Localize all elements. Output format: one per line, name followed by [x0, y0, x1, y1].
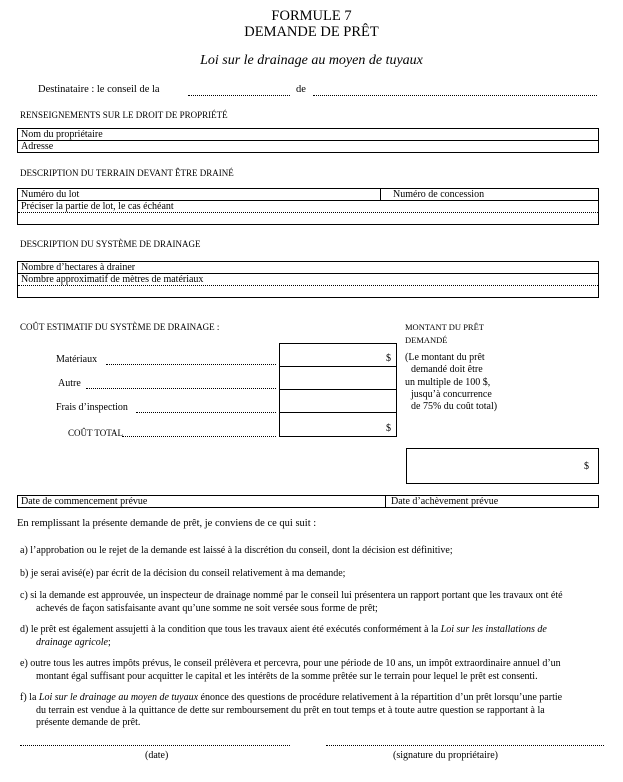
loan-amount-field[interactable]: [406, 448, 599, 484]
loan-header: [405, 321, 484, 347]
loan-note-line: de 75% du coût total): [411, 401, 498, 413]
divider: [385, 496, 386, 507]
date-line[interactable]: [20, 745, 290, 746]
address-field[interactable]: [18, 141, 598, 152]
start-date-field[interactable]: [18, 496, 385, 507]
clause-b: [20, 568, 590, 581]
concession-field[interactable]: [390, 189, 598, 200]
clause-e-line1: e) outre tous les autres impôts prévus, le conseil prélèvera et percevra, pour une période de 10 ans, un impôt extraordinaire annuel d’un: [20, 658, 561, 669]
clause-f-text: énonce des questions de procédure relativement à la répartition d’un prêt lorsqu’une partie: [198, 692, 563, 703]
dates-box: [17, 495, 599, 508]
property-box: [17, 128, 599, 153]
owner-label: Nom du propriétaire: [21, 129, 103, 140]
loan-header-line2: DEMANDÉ: [405, 335, 448, 345]
signature-caption: (signature du propriétaire): [393, 750, 498, 761]
destinataire-label: Destinataire : le conseil de la: [38, 84, 160, 95]
loan-header-line1: MONTANT DU PRÊT: [405, 322, 484, 332]
inspection-amount-field[interactable]: [279, 389, 397, 413]
clause-f-line2: du terrain est vendue à la quittance de dette sur remboursement du prêt en tout temps et à toute autre question se rapportant à la: [36, 704, 545, 716]
clause-f-line3: présente demande de prêt.: [36, 717, 141, 728]
loan-note-line: un multiple de 100 $,: [405, 376, 491, 388]
form-title: DEMANDE DE PRÊT: [244, 24, 379, 40]
clause-b-text: b) je serai avisé(e) par écrit de la décision du conseil relativement à ma demande;: [20, 568, 346, 579]
clause-d-text: d) le prêt est également assujetti à la condition que tous les travaux aient été exécutés conformément à la: [20, 624, 441, 635]
clause-f-text: f) la: [20, 692, 39, 703]
loan-dollar: $: [584, 461, 589, 472]
cost-dotted-leader: [106, 364, 276, 365]
de-label: de: [296, 84, 306, 95]
agreement-intro: En remplissant la présente demande de prêt, je conviens de ce qui suit :: [17, 518, 317, 529]
address-label: Adresse: [21, 141, 54, 152]
hectares-label: Nombre d’hectares à drainer: [21, 262, 136, 273]
lot-label: Numéro du lot: [21, 189, 80, 200]
clause-d-text: ;: [107, 636, 111, 648]
cost-dotted-leader: [122, 436, 276, 437]
clause-c-line2: achevés de façon satisfaisante avant qu’une somme ne soit versée sous forme de prêt;: [36, 602, 378, 614]
section-land: DESCRIPTION DU TERRAIN DEVANT ÊTRE DRAINÉ: [20, 168, 234, 178]
clause-d-act: Loi sur les installations de: [440, 624, 547, 635]
signature-line[interactable]: [326, 745, 604, 746]
loan-note-line: (Le montant du prêt: [405, 352, 485, 363]
divider: [380, 189, 381, 200]
section-drainage: DESCRIPTION DU SYSTÈME DE DRAINAGE: [20, 239, 201, 249]
council-field[interactable]: [188, 95, 290, 96]
total-amount-field[interactable]: [279, 412, 397, 437]
owner-field[interactable]: [18, 129, 598, 140]
clause-f: [20, 692, 590, 730]
meters-field[interactable]: [18, 274, 598, 285]
cost-label-inspection: Frais d’inspection: [56, 402, 128, 413]
date-caption: (date): [145, 750, 169, 761]
part-label: Préciser la partie de lot, le cas échéant: [21, 201, 174, 212]
other-amount-field[interactable]: [279, 366, 397, 390]
end-date-field[interactable]: [388, 496, 598, 507]
cost-label-materials: Matériaux: [56, 354, 98, 365]
meters-label: Nombre approximatif de mètres de matériaux: [21, 274, 204, 285]
de-field[interactable]: [313, 95, 597, 96]
section-property: RENSEIGNEMENTS SUR LE DROIT DE PROPRIÉTÉ: [20, 110, 228, 120]
start-date-label: Date de commencement prévue: [21, 496, 148, 507]
cost-dotted-leader: [86, 388, 276, 389]
materials-dollar: $: [386, 353, 391, 364]
clause-f-act: Loi sur le drainage au moyen de tuyaux: [38, 692, 199, 703]
total-dollar: $: [386, 423, 391, 434]
clause-d: [20, 624, 590, 649]
act-title: Loi sur le drainage au moyen de tuyaux: [200, 53, 423, 68]
cost-label-total: COÛT TOTAL: [68, 428, 124, 438]
loan-note-line: jusqu’à concurrence: [411, 388, 492, 400]
clause-a: [20, 545, 590, 558]
hectares-field[interactable]: [18, 262, 598, 273]
land-box: [17, 188, 599, 225]
divider: [18, 285, 598, 286]
clause-c-line1: c) si la demande est approuvée, un inspecteur de drainage nommé par le conseil lui présentera un rapport portant que les travaux ont été: [20, 590, 563, 601]
clause-a-text: a) l’approbation ou le rejet de la demande est laissé à la discrétion du conseil, dont la décision est définitive;: [20, 545, 453, 556]
clause-c: [20, 590, 590, 615]
clause-e-line2: montant égal suffisant pour acquitter le capital et les intérêts de la somme prêtée sur le terrain pour lequel le prêt est consenti.: [36, 670, 538, 682]
loan-note-line: demandé doit être: [411, 364, 483, 376]
form-number: FORMULE 7: [271, 8, 352, 24]
loan-note: [405, 352, 497, 413]
concession-label: Numéro de concession: [393, 189, 485, 200]
clause-d-act: drainage agricole: [36, 636, 108, 648]
clause-e: [20, 658, 590, 683]
materials-amount-field[interactable]: [279, 343, 397, 367]
drainage-box: [17, 261, 599, 298]
lot-field[interactable]: [18, 189, 380, 200]
part-field[interactable]: [18, 201, 598, 212]
end-date-label: Date d’achèvement prévue: [391, 496, 499, 507]
cost-label-other: Autre: [58, 378, 81, 389]
divider: [18, 212, 598, 213]
section-cost: COÛT ESTIMATIF DU SYSTÈME DE DRAINAGE :: [20, 322, 220, 332]
cost-dotted-leader: [136, 412, 276, 413]
